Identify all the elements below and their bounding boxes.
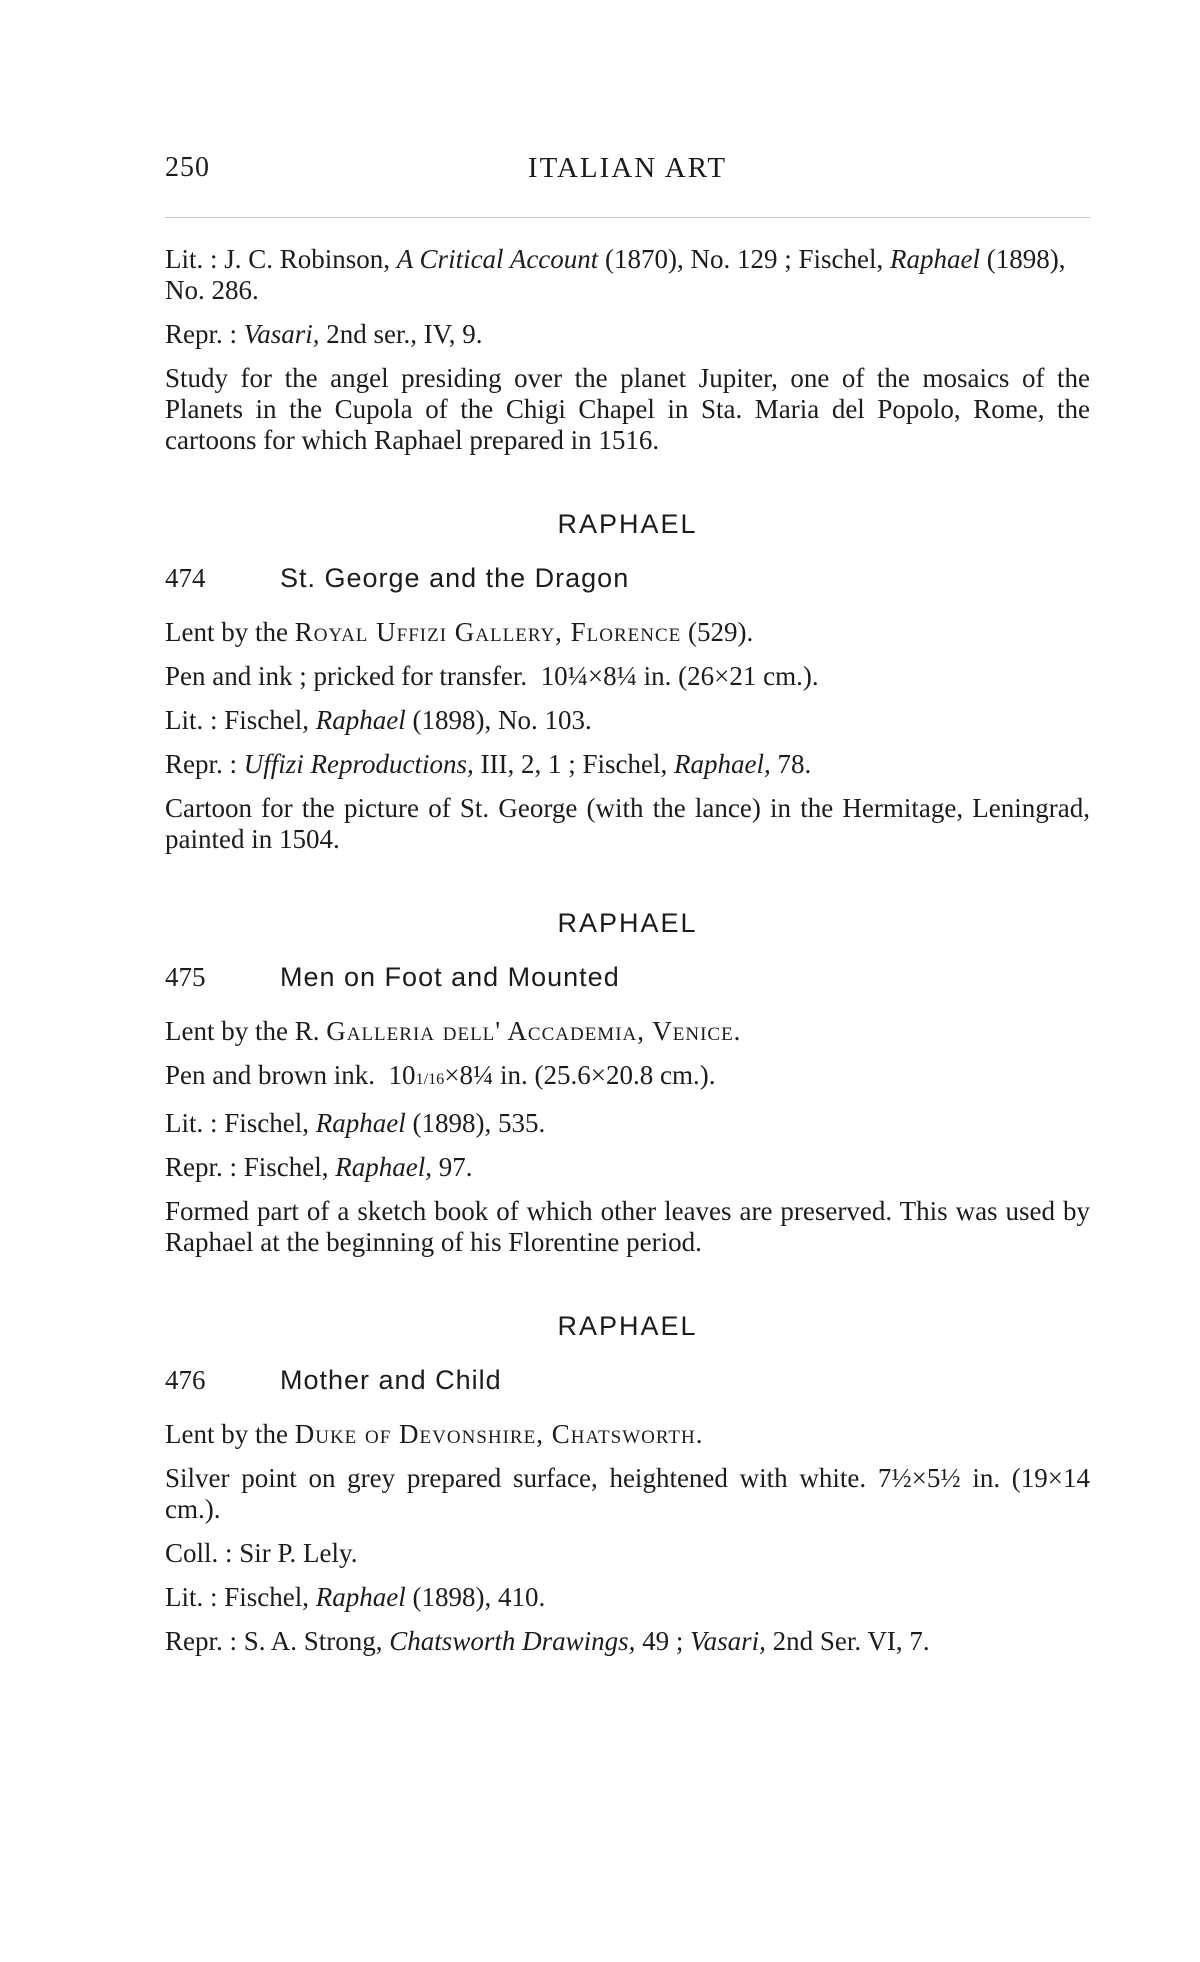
lit-line: [165, 705, 1090, 736]
lit-title: Raphael: [890, 244, 981, 274]
lit-text: J. C. Robinson,: [224, 244, 391, 274]
lit-text: (1898), 410.: [412, 1582, 546, 1612]
entry-number: 475: [165, 962, 206, 992]
dimension-int: 8: [603, 661, 617, 691]
dimension-times: ×: [911, 1463, 927, 1493]
entry-title: Mother and Child: [280, 1365, 502, 1395]
dimension-fraction: ¼: [473, 1060, 494, 1090]
dimension-fraction: ½: [891, 1463, 912, 1493]
repr-title: Vasari,: [690, 1626, 766, 1656]
lit-line: [165, 244, 1090, 306]
lender-name: Royal Uffizi Gallery, Florence: [294, 617, 682, 647]
repr-label: Repr. :: [165, 1626, 237, 1656]
medium-line: [165, 1463, 1090, 1525]
repr-author: Fischel,: [243, 1152, 329, 1182]
lit-line: [165, 1108, 1090, 1139]
dimension-int: 8: [459, 1060, 473, 1090]
lit-author: Fischel,: [224, 1108, 309, 1138]
lit-label: Lit. :: [165, 705, 218, 735]
coll-line: [165, 1538, 1090, 1569]
medium-line: [165, 1060, 1090, 1095]
entry-title: St. George and the Dragon: [280, 563, 630, 593]
medium-text: Pen and brown ink.: [165, 1060, 375, 1090]
entry-heading: [165, 1362, 1090, 1398]
catalogue-entry: [165, 1309, 1090, 1657]
repr-title: Chatsworth Drawings,: [389, 1626, 636, 1656]
repr-line: [165, 749, 1090, 780]
lender-line: [165, 617, 1090, 648]
repr-label: Repr. :: [165, 1152, 237, 1182]
lender-suffix: (529).: [688, 617, 754, 647]
lit-label: Lit. :: [165, 1108, 218, 1138]
lit-title: Raphael: [315, 1108, 406, 1138]
medium-text: Silver point on grey prepared surface, heightened with white.: [165, 1463, 867, 1493]
dimension-int: 10: [540, 661, 568, 691]
page-body: [165, 244, 1090, 1657]
repr-label: Repr. :: [165, 749, 237, 779]
artist-heading: RAPHAEL: [557, 509, 698, 539]
lit-author: Fischel,: [224, 705, 309, 735]
entry-number: 476: [165, 1365, 206, 1395]
artist-heading: RAPHAEL: [557, 1311, 698, 1341]
artist-heading: RAPHAEL: [557, 908, 698, 938]
repr-title: Vasari,: [243, 319, 320, 349]
lit-text: (1898), 535.: [412, 1108, 546, 1138]
repr-author: S. A. Strong,: [243, 1626, 383, 1656]
repr-text: 2nd ser., IV, 9.: [326, 319, 483, 349]
lender-prefix: Lent by the: [165, 1419, 288, 1449]
entry-heading: [165, 560, 1090, 596]
repr-label: Repr. :: [165, 319, 237, 349]
repr-text: 97.: [438, 1152, 473, 1182]
dimension-text: in. (25.6×20.8 cm.).: [500, 1060, 716, 1090]
repr-line: [165, 1152, 1090, 1183]
repr-title: Uffizi Reproductions,: [243, 749, 474, 779]
header-rule: [165, 217, 1090, 218]
entry-continuation: [165, 244, 1090, 456]
repr-line: [165, 1626, 1090, 1657]
dimension-int: 10: [388, 1060, 416, 1090]
lit-author: Fischel,: [224, 1582, 309, 1612]
lit-label: Lit. :: [165, 244, 218, 274]
repr-title: Raphael,: [673, 749, 771, 779]
entry-description: Formed part of a sketch book of which other leaves are preserved. This was used by Raphael at the beginning of his Florentine period.: [165, 1196, 1090, 1257]
page-header: [165, 152, 1090, 192]
coll-text: Sir P. Lely.: [239, 1538, 358, 1568]
running-head: ITALIAN ART: [527, 152, 728, 184]
dimension-times: ×: [444, 1060, 460, 1090]
dimension-fraction: ½: [940, 1463, 961, 1493]
lit-text: (1898), No. 103.: [412, 705, 592, 735]
lender-line: [165, 1419, 1090, 1450]
lit-title: Raphael: [315, 1582, 406, 1612]
entry-description: Cartoon for the picture of St. George (with the lance) in the Hermitage, Leningrad, painted in 1504.: [165, 793, 1090, 854]
lender-name: Galleria dell' Accademia, Venice.: [326, 1016, 742, 1046]
dimension-int: 7: [877, 1463, 892, 1493]
coll-label: Coll. :: [165, 1538, 233, 1568]
dimension-fraction: ¼: [567, 661, 588, 691]
lender-prefix: Lent by the R.: [165, 1016, 320, 1046]
lender-name: Duke of Devonshire, Chatsworth.: [294, 1419, 704, 1449]
repr-text: 78.: [777, 749, 812, 779]
repr-text: 2nd Ser. VI, 7.: [772, 1626, 930, 1656]
entry-number: 474: [165, 563, 206, 593]
lit-title: Raphael: [315, 705, 406, 735]
lender-line: [165, 1016, 1090, 1047]
page-number: 250: [165, 152, 210, 183]
catalogue-entry: [165, 507, 1090, 855]
repr-title: Raphael,: [335, 1152, 432, 1182]
dimension-text: in. (26×21 cm.).: [643, 661, 819, 691]
entry-heading: [165, 959, 1090, 995]
dimension-fraction: ¼: [616, 661, 637, 691]
medium-text: Pen and ink ; pricked for transfer.: [165, 661, 528, 691]
repr-line: [165, 319, 1090, 350]
lit-label: Lit. :: [165, 1582, 218, 1612]
lit-text: (1870), No. 129 ; Fischel,: [605, 244, 884, 274]
repr-text: III, 2, 1 ; Fischel,: [480, 749, 668, 779]
lit-title: A Critical Account: [396, 244, 599, 274]
dimension-int: 5: [926, 1463, 941, 1493]
entry-title: Men on Foot and Mounted: [280, 962, 620, 992]
dimension-times: ×: [587, 661, 604, 691]
lit-text: (1898), No. 286.: [165, 244, 1066, 305]
repr-text: 49 ;: [642, 1626, 684, 1656]
lender-prefix: Lent by the: [165, 617, 288, 647]
medium-line: [165, 661, 1090, 692]
entry-description: Study for the angel presiding over the planet Jupiter, one of the mosaics of the Planets in the Cupola of the Chigi Chapel in Sta. Maria del Popolo, Rome, the cartoons for which Raphael prepared in 1516.: [165, 363, 1090, 455]
lit-line: [165, 1582, 1090, 1613]
catalogue-entry: [165, 906, 1090, 1258]
dimension-fraction: 1/16: [415, 1070, 445, 1088]
dimension-text: in. (19×14 cm.).: [165, 1463, 1091, 1524]
